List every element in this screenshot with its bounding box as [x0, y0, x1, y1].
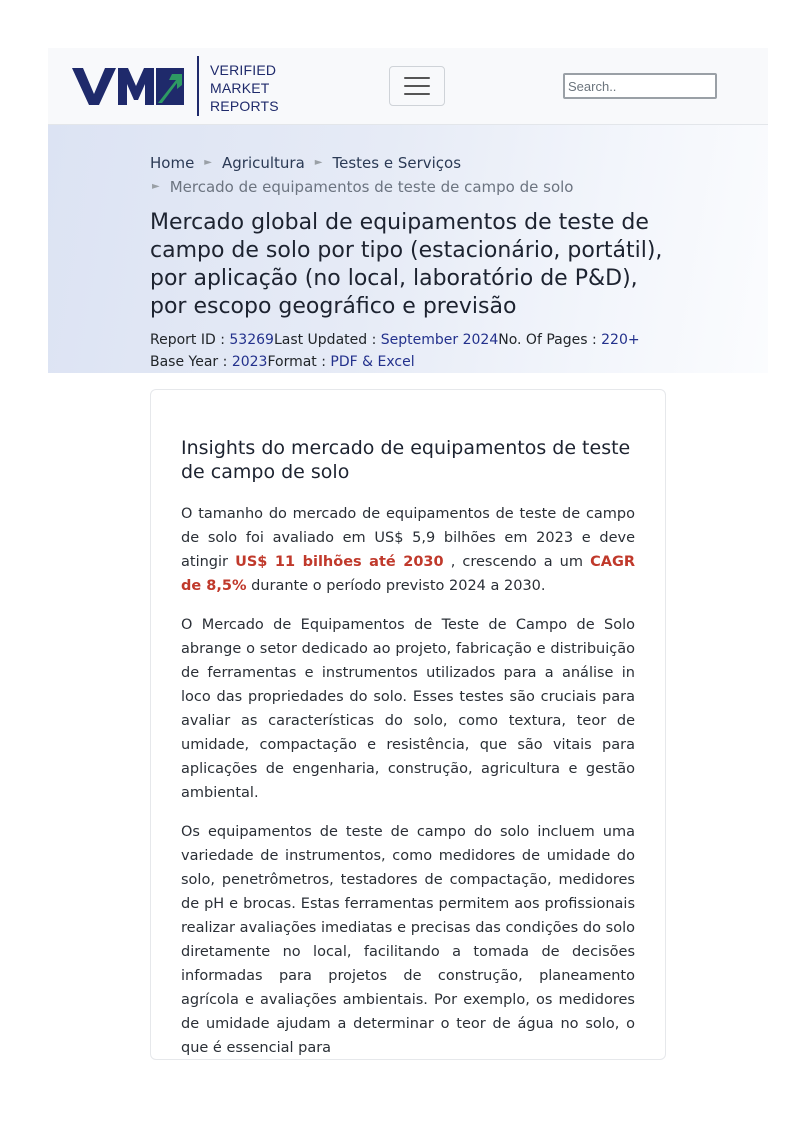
base-year-value: 2023: [231, 354, 268, 370]
report-hero: [48, 125, 768, 373]
chevron-right-icon: ►: [204, 157, 212, 168]
last-updated-value: September 2024: [380, 332, 499, 348]
report-meta: [150, 329, 710, 373]
meta-row-2: [150, 351, 710, 373]
logo-line: REPORTS: [210, 98, 279, 114]
menu-icon: [404, 85, 430, 87]
logo-line: MARKET: [210, 80, 270, 96]
breadcrumb-current: Mercado de equipamentos de teste de campo de solo: [169, 178, 574, 196]
insights-paragraph-2: O Mercado de Equipamentos de Teste de Campo de Solo abrange o setor dedicado ao projeto, fabricação e distribuição de ferramentas e instrumentos utilizados para a análise in loco das propriedades do solo. Esses testes são cruciais para avaliar as características do solo, como textura, teor de umidade, compactação e resistência, que são vitais para aplicações de engenharia, construção, agricultura e gestão ambiental.: [181, 617, 635, 801]
pages-label: No. Of Pages :: [498, 332, 602, 348]
search-input[interactable]: [563, 73, 717, 99]
vmr-logo-mark: [72, 68, 184, 106]
cagr-highlight: CAGR de 8,5%: [181, 554, 636, 594]
menu-icon: [404, 77, 430, 79]
report-id-label: Report ID :: [150, 332, 230, 348]
breadcrumb: [150, 151, 710, 199]
breadcrumb-home-link[interactable]: Home: [150, 154, 195, 172]
insights-card: [150, 389, 666, 1060]
site-header: [48, 48, 768, 125]
breadcrumb-testes-link[interactable]: Testes e Serviços: [332, 154, 462, 172]
breadcrumb-agricultura-link[interactable]: Agricultura: [222, 154, 305, 172]
paragraph-text: durante o período previsto 2024 a 2030.: [246, 578, 546, 594]
pages-value: 220+: [601, 332, 640, 348]
logo-divider: [197, 56, 199, 116]
menu-toggle-button[interactable]: [389, 66, 445, 106]
insights-title: Insights do mercado de equipamentos de teste de campo de solo: [181, 437, 631, 483]
last-updated-label: Last Updated :: [273, 332, 381, 348]
base-year-label: Base Year :: [150, 354, 232, 370]
insights-paragraph-1: [181, 502, 635, 598]
format-value: PDF & Excel: [330, 354, 415, 370]
meta-row-1: [150, 329, 710, 351]
logo-line: VERIFIED: [210, 62, 277, 78]
logo-wordmark: [210, 61, 279, 115]
menu-icon: [404, 93, 430, 95]
site-logo[interactable]: [72, 56, 282, 116]
format-label: Format :: [267, 354, 331, 370]
page-title: Mercado global de equipamentos de teste de campo de solo por tipo (estacionário, portátil), por aplicação (no local, laboratório de P&D), por escopo geográfico e previsão: [150, 210, 663, 319]
chevron-right-icon: ►: [314, 157, 323, 168]
report-id-value: 53269: [229, 332, 274, 348]
paragraph-text: O tamanho do mercado de equipamentos de teste de campo de solo foi avaliado em US$ 5,9 bilhões em 2023 e deve atingir: [181, 506, 635, 570]
chevron-right-icon: ►: [152, 181, 160, 192]
market-size-highlight: US$ 11 bilhões até 2030: [235, 554, 444, 570]
paragraph-text: , crescendo a um: [443, 554, 591, 570]
insights-paragraph-3: Os equipamentos de teste de campo do solo incluem uma variedade de instrumentos, como medidores de umidade do solo, penetrômetros, testadores de compactação, medidores de pH e brocas. Estas ferramentas permitem aos profissionais realizar avaliações imediatas e precisas das condições do solo diretamente no local, facilitando a tomada de decisões informadas para projetos de construção, planeamento agrícola e avaliações ambientais. Por exemplo, os medidores de umidade ajudam a determinar o teor de água no solo, o que é essencial para: [181, 824, 635, 1056]
